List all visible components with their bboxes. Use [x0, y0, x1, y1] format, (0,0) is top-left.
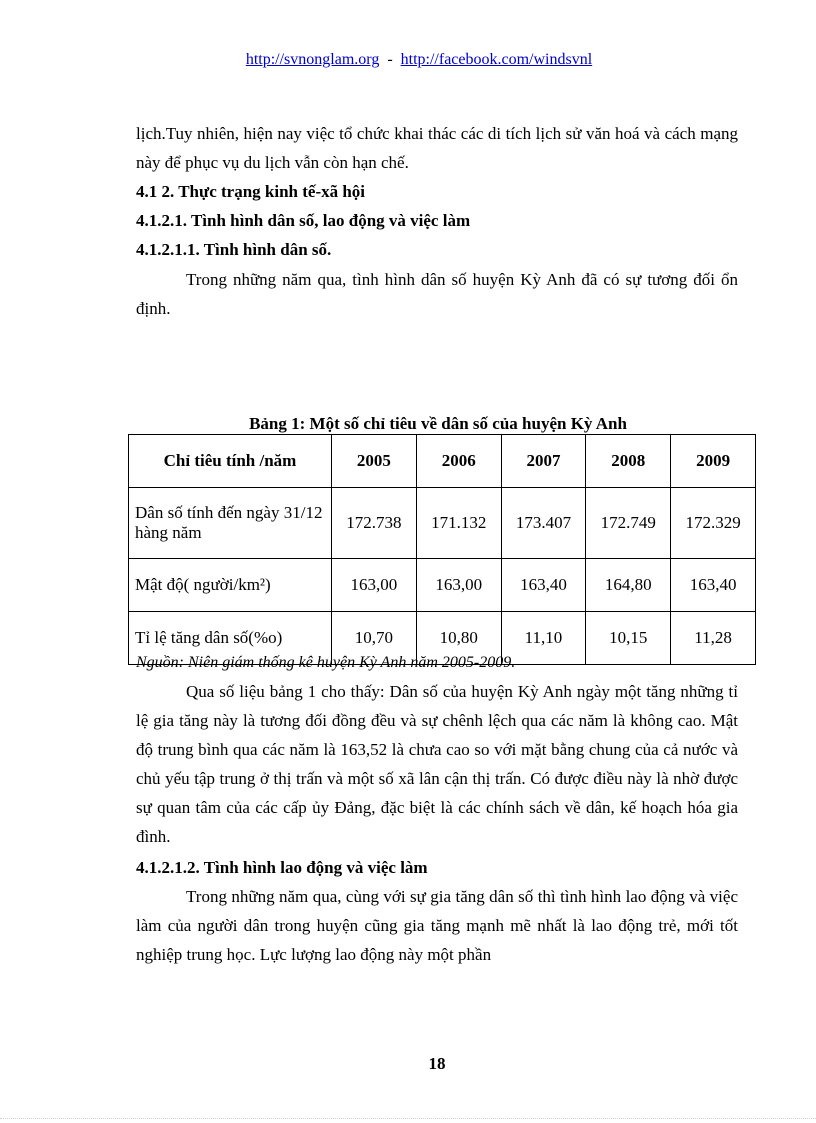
table-cell: 164,80 [586, 559, 671, 612]
facebook-link[interactable]: http://facebook.com/windsvnl [400, 51, 593, 68]
table-caption: Bảng 1: Một số chỉ tiêu về dân số của huyện Kỳ Anh [249, 414, 627, 433]
table-cell: 163,00 [332, 559, 417, 612]
page-bottom-divider [0, 1118, 816, 1119]
table-cell: 171.132 [416, 488, 501, 559]
table-cell: 10,15 [586, 612, 671, 665]
table-row [129, 488, 756, 559]
table-row-label: Tỉ lệ tăng dân số(%o) [129, 612, 332, 665]
table-cell: 11,10 [501, 612, 586, 665]
table-header-cell: Chỉ tiêu tính /năm [129, 435, 332, 488]
paragraph-population-analysis: Qua số liệu bảng 1 cho thấy: Dân số của huyện Kỳ Anh ngày một tăng những tỉ lệ gia tăng này là tương đối đồng đều và sự chênh lệch qua các năm là không cao. Mật độ trung bình qua các năm là 163,52 là chưa cao so với mặt bằng chung của cả nước và chủ yếu tập trung ở thị trấn và một số xã lân cận thị trấn. Có được điều này là nhờ được sự quan tâm của các cấp ủy Đảng, đặc biệt là các chính sách về dân, kế hoạch hóa gia đình. [136, 682, 738, 846]
table-header-row [129, 435, 756, 488]
table-header-cell: 2008 [586, 435, 671, 488]
table-header-cell: 2007 [501, 435, 586, 488]
table-row-label: Dân số tính đến ngày 31/12 hàng năm [129, 488, 332, 559]
table-row [129, 559, 756, 612]
paragraph-labor: Trong những năm qua, cùng với sự gia tăng dân số thì tình hình lao động và việc làm của người dân trong huyện cũng gia tăng mạnh mẽ nhất là lao động trẻ, mới tốt nghiệp trung học. Lực lượng lao động này một phần [136, 887, 738, 964]
heading-population: 4.1.2.1.1. Tình hình dân số. [136, 240, 332, 259]
table-cell: 172.738 [332, 488, 417, 559]
table-cell: 163,00 [416, 559, 501, 612]
table-source-note: Nguồn: Niên giám thống kê huyện Kỳ Anh năm 2005-2009. [136, 654, 516, 671]
heading-labor-employment: 4.1.2.1.2. Tình hình lao động và việc làm [136, 858, 428, 877]
paragraph-intro: lịch.Tuy nhiên, hiện nay việc tổ chức khai thác các di tích lịch sử văn hoá và cách mạng này để phục vụ du lịch vẫn còn hạn chế. [136, 124, 738, 172]
table-cell: 10,80 [416, 612, 501, 665]
table-cell: 172.329 [671, 488, 756, 559]
svnonglam-link[interactable]: http://svnonglam.org [245, 51, 380, 68]
header-separator: - [387, 51, 393, 68]
table-header-cell: 2006 [416, 435, 501, 488]
page-number: 18 [428, 1054, 446, 1073]
table-cell: 173.407 [501, 488, 586, 559]
table-row-label: Mật độ( người/km²) [129, 559, 332, 612]
table-cell: 172.749 [586, 488, 671, 559]
population-table [128, 434, 756, 665]
heading-economic-status: 4.1 2. Thực trạng kinh tế-xã hội [136, 182, 366, 201]
table-cell: 163,40 [671, 559, 756, 612]
page-header-links [0, 50, 816, 70]
paragraph-population-intro: Trong những năm qua, tình hình dân số huyện Kỳ Anh đã có sự tương đối ổn định. [136, 270, 738, 318]
heading-population-labor: 4.1.2.1. Tình hình dân số, lao động và việc làm [136, 211, 471, 230]
table-header-cell: 2005 [332, 435, 417, 488]
table-header-cell: 2009 [671, 435, 756, 488]
table-cell: 11,28 [671, 612, 756, 665]
table-cell: 10,70 [332, 612, 417, 665]
table-cell: 163,40 [501, 559, 586, 612]
